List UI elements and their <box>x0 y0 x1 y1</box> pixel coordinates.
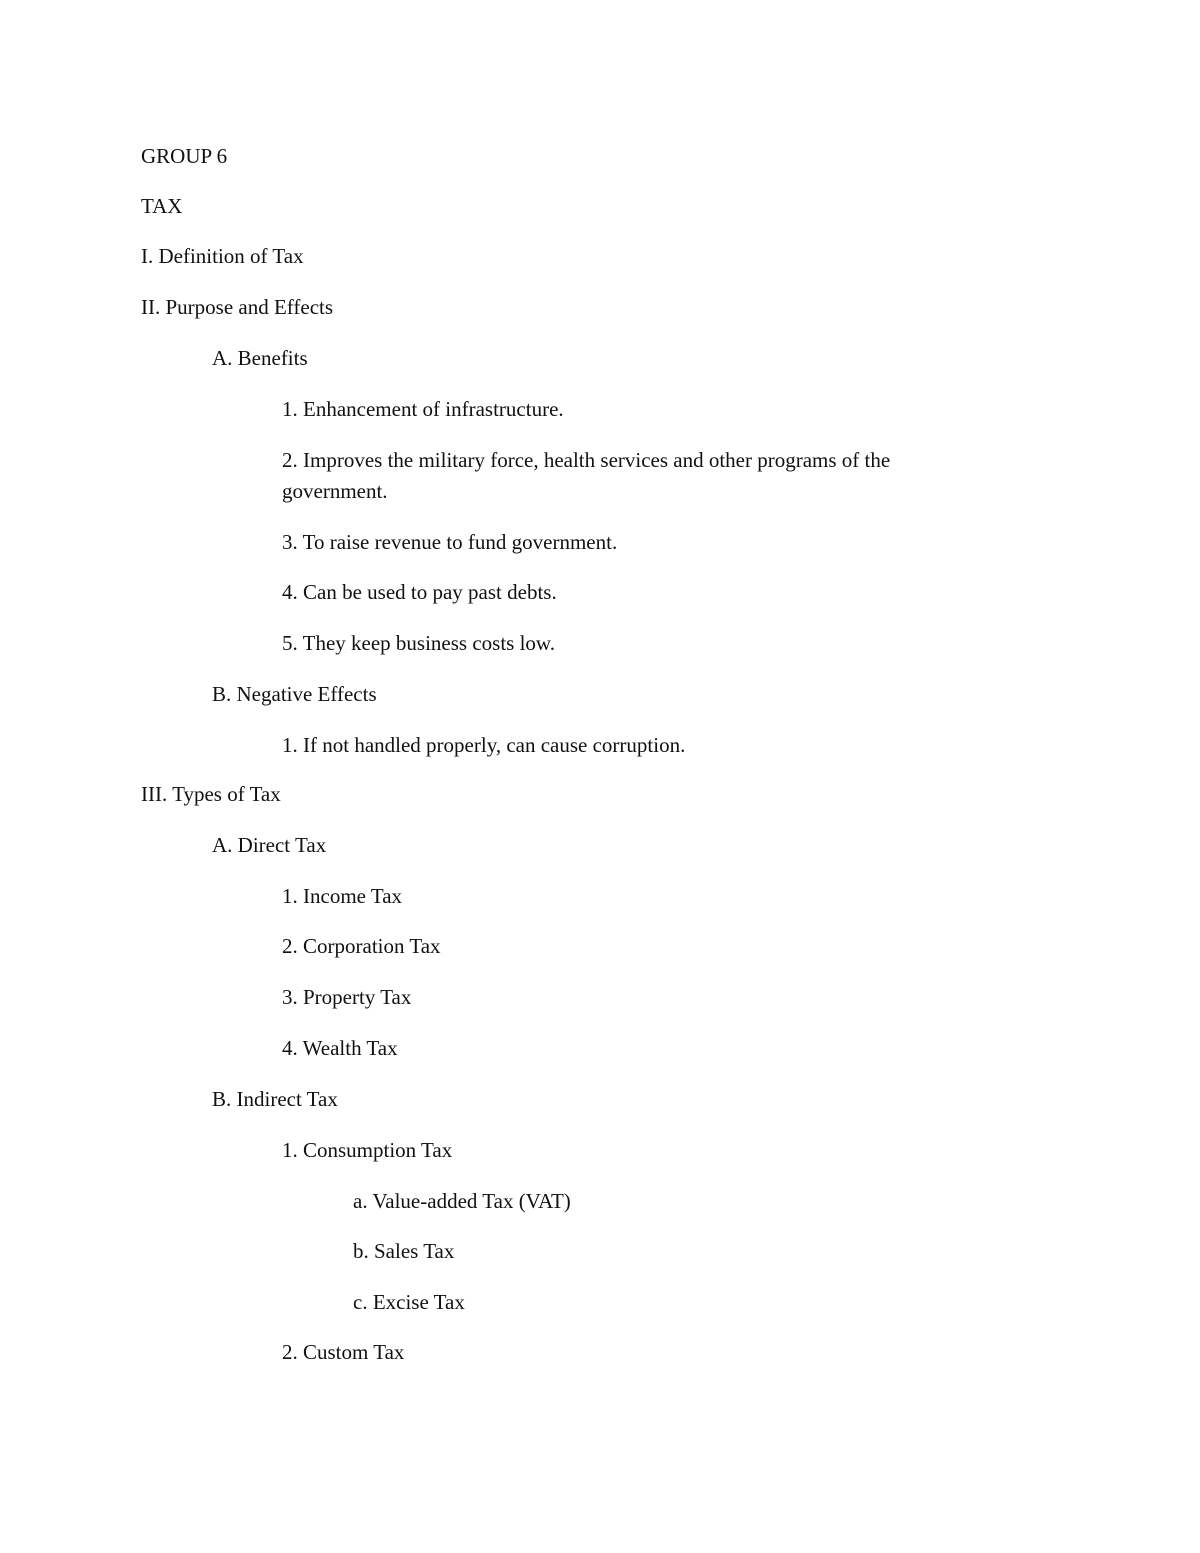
section-heading-definition: I. Definition of Tax <box>141 244 304 268</box>
benefit-item: 2. Improves the military force, health services and other programs of the government. <box>282 448 891 503</box>
benefit-item: 3. To raise revenue to fund government. <box>282 530 618 554</box>
benefit-item: 1. Enhancement of infrastructure. <box>282 397 564 421</box>
document-title: TAX <box>141 194 183 218</box>
section-heading-types: III. Types of Tax <box>141 782 281 806</box>
indirect-tax-item-consumption: 1. Consumption Tax <box>282 1138 453 1162</box>
direct-tax-item: 2. Corporation Tax <box>282 934 441 958</box>
direct-tax-item: 1. Income Tax <box>282 884 403 908</box>
direct-tax-item: 3. Property Tax <box>282 985 412 1009</box>
consumption-tax-item: a. Value-added Tax (VAT) <box>353 1189 571 1213</box>
benefit-item: 4. Can be used to pay past debts. <box>282 580 557 604</box>
subsection-heading-negative: B. Negative Effects <box>212 682 377 706</box>
benefit-item: 5. They keep business costs low. <box>282 631 555 655</box>
subsection-heading-indirect: B. Indirect Tax <box>212 1087 338 1111</box>
subsection-heading-benefits: A. Benefits <box>212 346 308 370</box>
consumption-tax-item: c. Excise Tax <box>353 1290 465 1314</box>
consumption-tax-item: b. Sales Tax <box>353 1239 455 1263</box>
negative-item: 1. If not handled properly, can cause corruption. <box>282 733 686 757</box>
indirect-tax-item-custom: 2. Custom Tax <box>282 1340 405 1364</box>
section-heading-purpose: II. Purpose and Effects <box>141 295 334 319</box>
group-label: GROUP 6 <box>141 144 228 168</box>
subsection-heading-direct: A. Direct Tax <box>212 833 327 857</box>
direct-tax-item: 4. Wealth Tax <box>282 1036 398 1060</box>
